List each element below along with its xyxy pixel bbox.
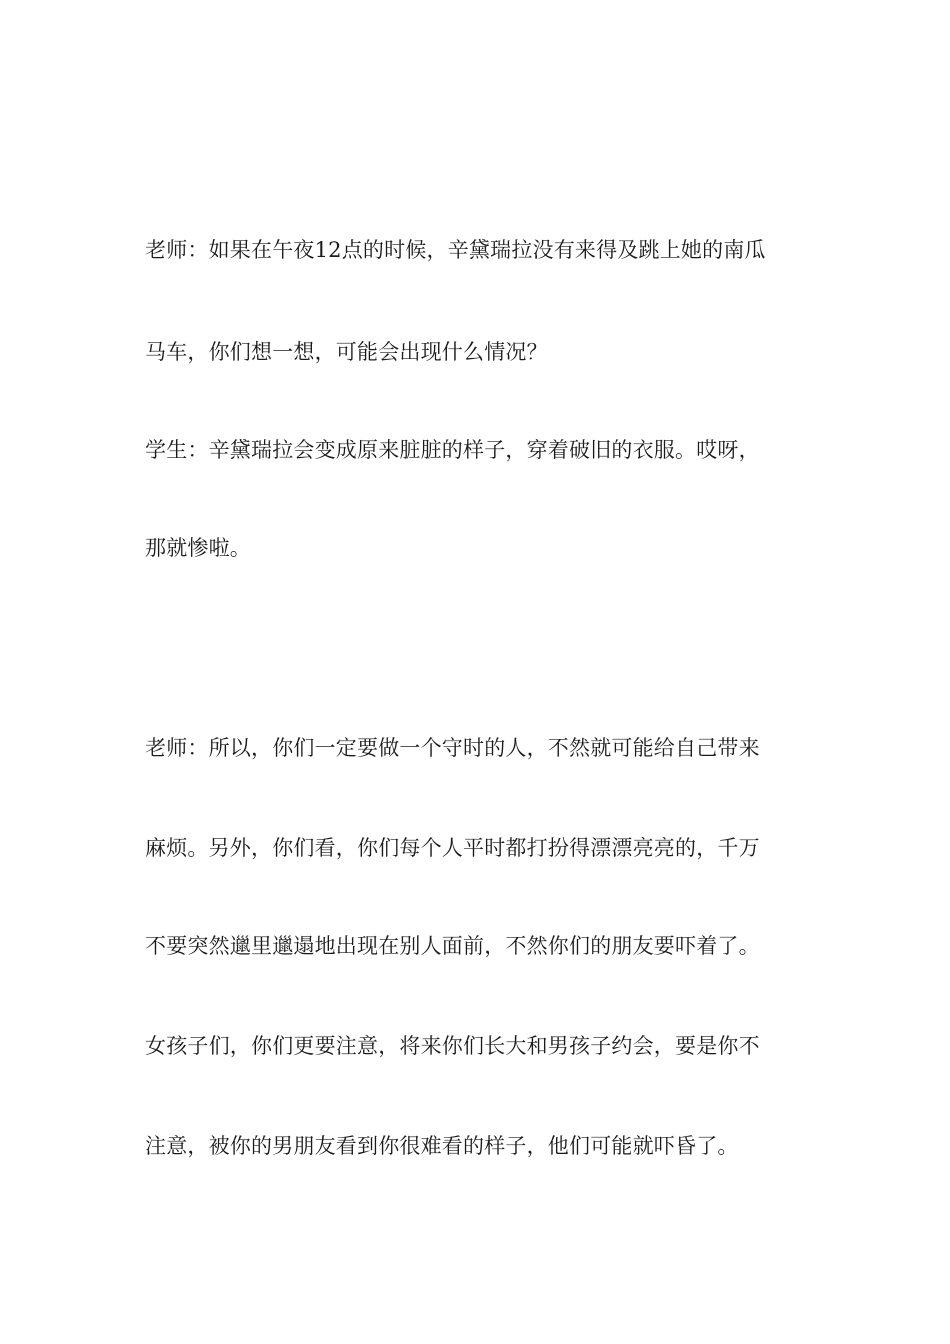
text-line: 不要突然邋里邋遢地出现在别人面前，不然你们的朋友要吓着了。 bbox=[145, 934, 760, 958]
text-line: 女孩子们，你们更要注意，将来你们长大和男孩子约会，要是你不 bbox=[145, 1034, 760, 1058]
text-line: 那就惨啦。 bbox=[145, 536, 251, 560]
text-line: 注意，被你的男朋友看到你很难看的样子，他们可能就吓昏了。 bbox=[145, 1134, 739, 1158]
text-line: 马车，你们想一想，可能会出现什么情况？ bbox=[145, 340, 548, 364]
text-line: 老师：所以，你们一定要做一个守时的人，不然就可能给自己带来 bbox=[145, 736, 760, 760]
text-line: 学生：辛黛瑞拉会变成原来脏脏的样子，穿着破旧的衣服。哎呀， bbox=[145, 438, 760, 462]
text-line: 老师：如果在午夜12点的时候，辛黛瑞拉没有来得及跳上她的南瓜 bbox=[145, 238, 766, 262]
text-line: 麻烦。另外，你们看，你们每个人平时都打扮得漂漂亮亮的，千万 bbox=[145, 836, 760, 860]
